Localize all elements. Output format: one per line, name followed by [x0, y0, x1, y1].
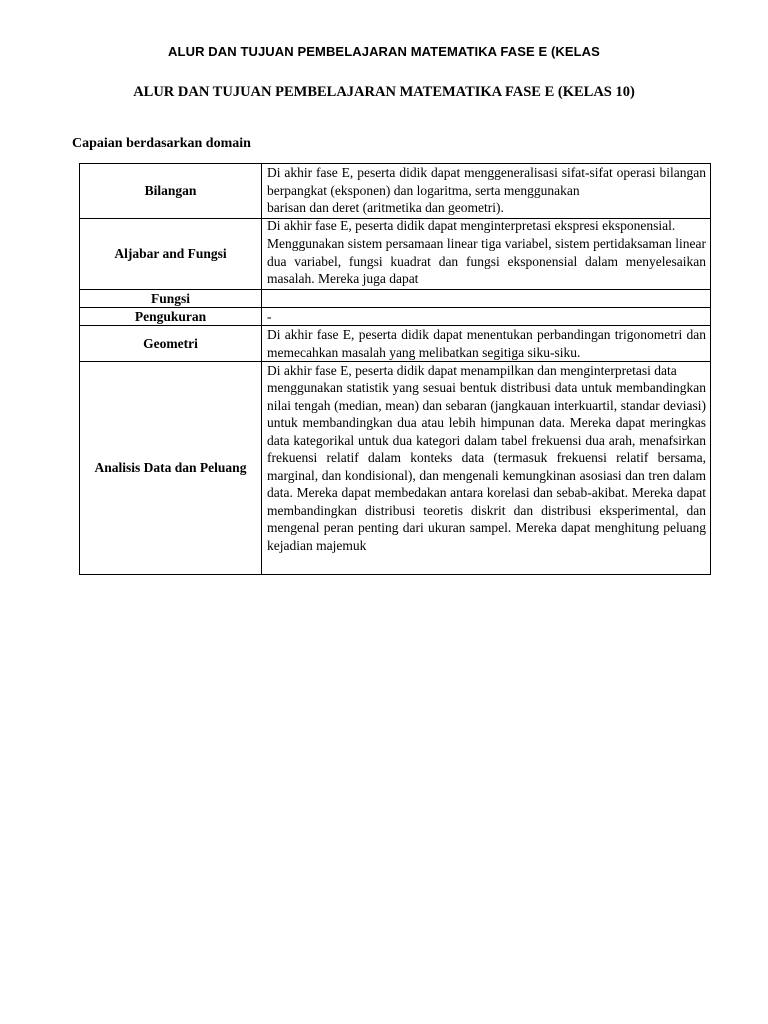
domain-cell: Pengukuran — [80, 308, 262, 326]
domain-cell: Geometri — [80, 326, 262, 362]
description-cell — [262, 308, 711, 326]
domain-table — [79, 163, 711, 575]
description-text: Menggunakan sistem persamaan linear tiga variabel, sistem pertidaksaman linear dua variabel, fungsi kuadrat dan fungsi eksponensial dalam menyelesaikan masalah. Mereka juga dapat — [267, 236, 706, 286]
domain-cell: Bilangan — [80, 164, 262, 219]
domain-cell: Analisis Data dan Peluang — [80, 362, 262, 575]
description-text: barisan dan deret (aritmetika dan geometri). — [267, 200, 504, 215]
description-text: - — [267, 309, 272, 324]
description-cell — [262, 164, 711, 219]
description-text: Di akhir fase E, peserta didik dapat menggeneralisasi sifat-sifat operasi bilangan berpangkat (eksponen) dan logaritma, serta menggunakan — [267, 165, 706, 198]
description-text: menggunakan statistik yang sesuai bentuk distribusi data untuk membandingkan nilai tengah (median, mean) dan sebaran (jangkauan interkuartil, standar deviasi) untuk membandingkan dua atau lebih himpunan data. Mereka dapat meringkas data kategorikal untuk dua kategori dalam tabel frekuensi dua arah, menafsirkan frekuensi relatif dalam konteks data (termasuk frekuensi relatif bersama, marginal, dan kondisional), dan mengenali kemungkinan asosiasi dan tren dalam data. Mereka dapat membedakan antara korelasi dan sebab-akibat. Mereka dapat membandingkan distribusi teoretis diskrit dan distribusi eksperimental, dan mengenal peran penting dari ukuran sampel. Mereka dapat menghitung peluang kejadian majemuk — [267, 380, 706, 553]
description-cell — [262, 219, 711, 290]
domain-cell: Aljabar and Fungsi — [80, 219, 262, 290]
table-row — [80, 290, 711, 308]
domain-cell: Fungsi — [80, 290, 262, 308]
description-cell — [262, 326, 711, 362]
description-cell — [262, 290, 711, 308]
table-row — [80, 326, 711, 362]
table-row — [80, 164, 711, 219]
running-header: ALUR DAN TUJUAN PEMBELAJARAN MATEMATIKA FASE E (KELAS — [168, 44, 600, 59]
document-title: ALUR DAN TUJUAN PEMBELAJARAN MATEMATIKA FASE E (KELAS 10) — [133, 84, 635, 100]
description-text: Di akhir fase E, peserta didik dapat menginterpretasi ekspresi eksponensial. — [267, 219, 676, 233]
table-row — [80, 362, 711, 575]
table-row — [80, 308, 711, 326]
section-label: Capaian berdasarkan domain — [72, 136, 251, 151]
description-cell — [262, 362, 711, 575]
description-text: Di akhir fase E, peserta didik dapat menampilkan dan menginterpretasi data — [267, 363, 677, 378]
description-text: Di akhir fase E, peserta didik dapat menentukan perbandingan trigonometri dan memecahkan masalah yang melibatkan segitiga siku-siku. — [267, 327, 706, 360]
table-row — [80, 219, 711, 290]
